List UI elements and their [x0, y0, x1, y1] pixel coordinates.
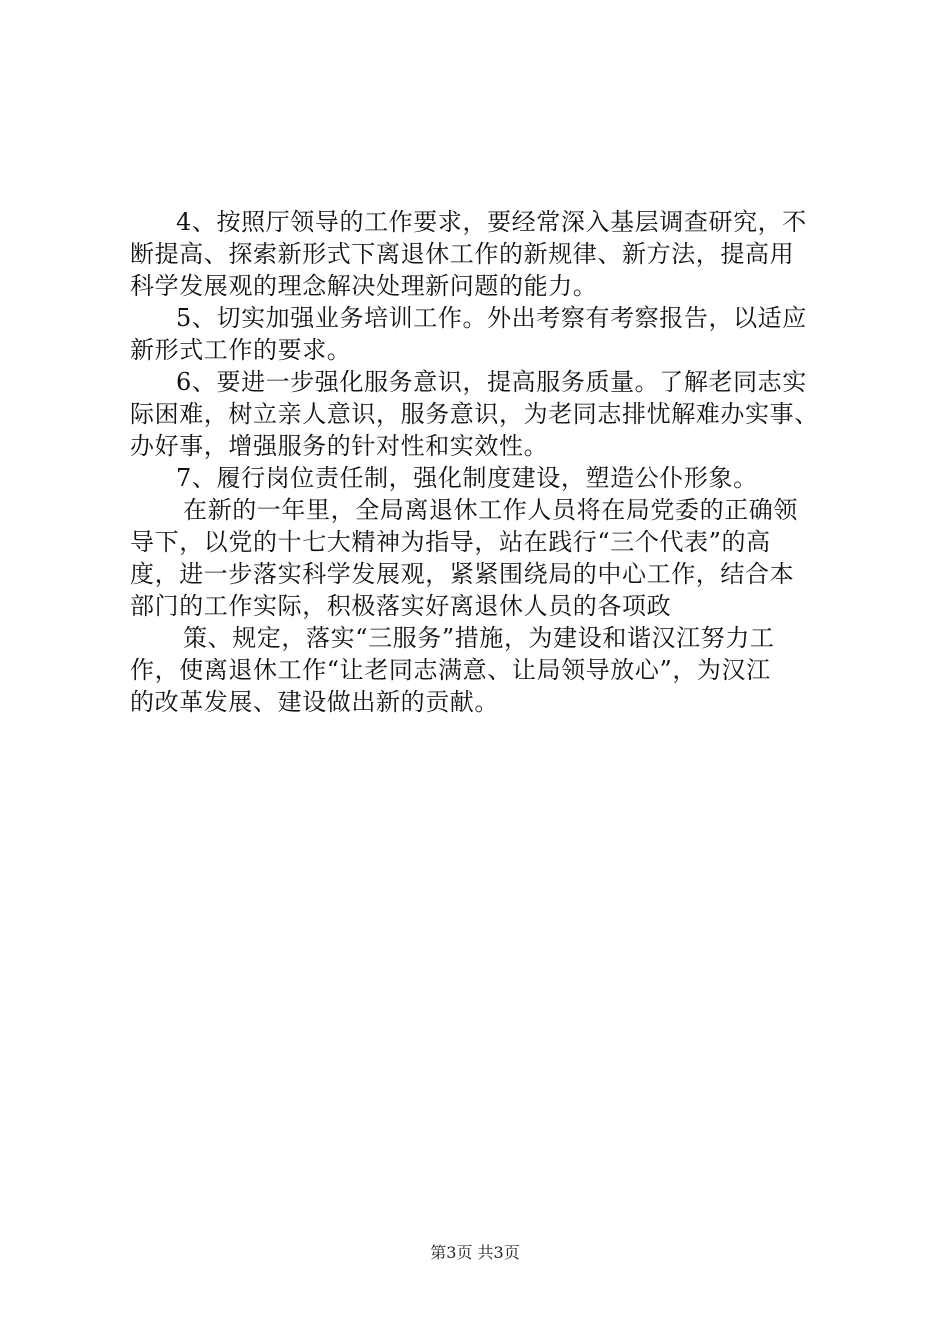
text-line: 部门的工作实际，积极落实好离退休人员的各项政	[130, 592, 672, 620]
text-line: 办好事，增强服务的针对性和实效性。	[130, 432, 549, 460]
page-footer: 第3页 共3页	[430, 1243, 520, 1262]
text-line: 新形式工作的要求。	[130, 336, 352, 364]
text-line: 度，进一步落实科学发展观，紧紧围绕局的中心工作，结合本	[130, 560, 795, 588]
text-line: 导下，以党的十七大精神为指导，站在践行“三个代表”的高	[130, 528, 771, 556]
text-line: 作，使离退休工作“让老同志满意、让局领导放心”，为汉江	[130, 656, 771, 684]
text-line: 科学发展观的理念解决处理新问题的能力。	[130, 272, 598, 300]
text-line: 的改革发展、建设做出新的贡献。	[130, 688, 499, 716]
text-line: 4、按照厅领导的工作要求，要经常深入基层调查研究，不	[176, 208, 807, 236]
text-line: 际困难，树立亲人意识，服务意识，为老同志排忧解难办实事、	[130, 400, 819, 428]
text-line: 6、要进一步强化服务意识，提高服务质量。了解老同志实	[176, 368, 807, 396]
text-line: 策、规定，落实“三服务”措施，为建设和谐汉江努力工	[183, 624, 775, 652]
text-line: 在新的一年里，全局离退休工作人员将在局党委的正确领	[183, 496, 798, 524]
text-line: 7、履行岗位责任制，强化制度建设，塑造公仆形象。	[176, 464, 758, 492]
text-line: 断提高、探索新形式下离退休工作的新规律、新方法，提高用	[130, 240, 795, 268]
text-line: 5、切实加强业务培训工作。外出考察有考察报告，以适应	[176, 304, 807, 332]
